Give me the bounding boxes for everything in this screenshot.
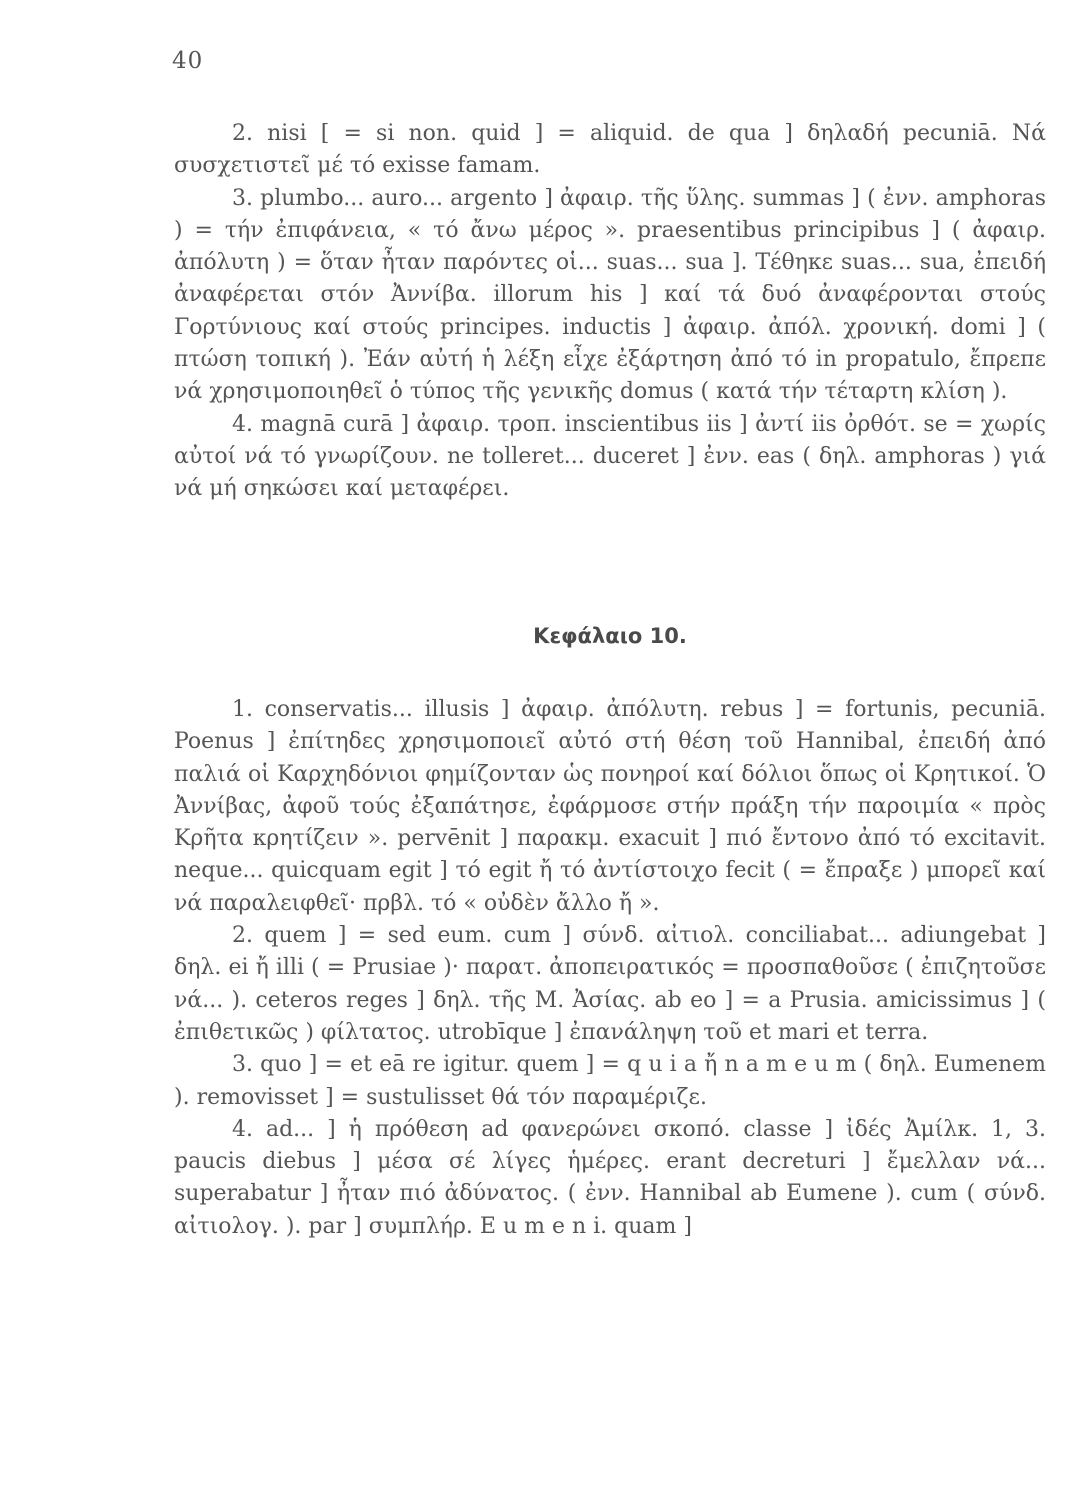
note-paragraph: 1. conservatis... illusis ] ἀφαιρ. ἀπόλυτη. rebus ] = fortunis, pecuniā. Poenus ] ἐπίτηδες χρησιμοποιεῖ αὐτό στή θέση τοῦ Hannibal, ἐπειδή ἀπό παλιά οἱ Καρχηδόνιοι φημίζονταν ὡς πονηροί καί δόλιοι ὅπως οἱ Κρητικοί. Ὁ Ἀννίβας, ἀφοῦ τούς ἐξαπάτησε, ἐφάρμοσε στήν πράξη τήν παροιμία « πρὸς Κρῆτα κρητίζειν ». pervēnit ] παρακμ. exacuit ] πιό ἔντονο ἀπό τό excitavit. neque... quicquam egit ] τό egit ἤ τό ἀντίστοιχο fecit ( = ἔπραξε ) μπορεῖ καί νά παραλειφθεῖ· πρβλ. τό « οὐδὲν ἄλλο ἤ ». — [174, 697, 1046, 916]
page-number: 40 — [172, 48, 204, 74]
note-paragraph: 4. ad... ] ἡ πρόθεση ad φανερώνει σκοπό. classe ] ἰδές Ἀμίλκ. 1, 3. paucis diebus ] μέσα σέ λίγες ἡμέρες. erant decreturi ] ἔμελλαν νά... superabatur ] ἦταν πιό ἀδύνατος. ( ἐνν. Hannibal ab Eumene ). cum ( σύνδ. αἰτιολογ. ). par ] συμπλήρ. E u m e n i. quam ] — [174, 1116, 1046, 1239]
chapter-heading: Κεφάλαιο 10. — [533, 624, 687, 648]
note-paragraph: 4. magnā curā ] ἀφαιρ. τροπ. inscientibus iis ] ἀντί iis ὀρθότ. se = χωρίς αὐτοί νά τό γνωρίζουν. ne tolleret... duceret ] ἐνν. eas ( δηλ. amphoras ) γιά νά μή σηκώσει καί μεταφέρει. — [174, 411, 1046, 502]
note-paragraph: 3. quo ] = et eā re igitur. quem ] = q u i a ἤ n a m e u m ( δηλ. Eumenem ). removisset ] = sustulisset θά τόν παραμέριζε. — [174, 1052, 1046, 1110]
note-paragraph: 3. plumbo... auro... argento ] ἀφαιρ. τῆς ὕλης. summas ] ( ἐνν. amphoras ) = τήν ἐπιφάνεια, « τό ἄνω μέρος ». praesentibus principibus ] ( ἀφαιρ. ἀπόλυτη ) = ὅταν ἦταν παρόντες οἱ... suas... sua ]. Τέθηκε suas... sua, ἐπειδή ἀναφέρεται στόν Ἀννίβα. illorum his ] καί τά δυό ἀναφέρονται στούς Γορτύνιους καί στούς principes. inductis ] ἀφαιρ. ἀπόλ. χρονική. domi ] ( πτώση τοπική ). Ἐάν αὐτή ἡ λέξη εἶχε ἐξάρτηση ἀπό τό in propatulo, ἔπρεπε νά χρησιμοποιηθεῖ ὁ τύπος τῆς γενικῆς domus ( κατά τήν τέταρτη κλίση ). — [174, 185, 1046, 405]
chapter-10-notes — [174, 694, 1046, 1243]
note-paragraph: 2. quem ] = sed eum. cum ] σύνδ. αἰτιολ. conciliabat... adiungebat ] δηλ. ei ἤ illi ( = Prusiae )· παρατ. ἀποπειρατικός = προσπαθοῦσε ( ἐπιζητοῦσε νά... ). ceteros reges ] δηλ. τῆς Μ. Ἀσίας. ab eo ] = a Prusia. amicissimus ] ( ἐπιθετικῶς ) φίλτατος. utrobīque ] ἐπανάληψη τοῦ et mari et terra. — [174, 923, 1046, 1045]
note-paragraph: 2. nisi [ = si non. quid ] = aliquid. de qua ] δηλαδή pecuniā. Νά συσχετιστεῖ μέ τό exisse famam. — [174, 121, 1046, 179]
chapter-9-notes — [174, 118, 1046, 506]
